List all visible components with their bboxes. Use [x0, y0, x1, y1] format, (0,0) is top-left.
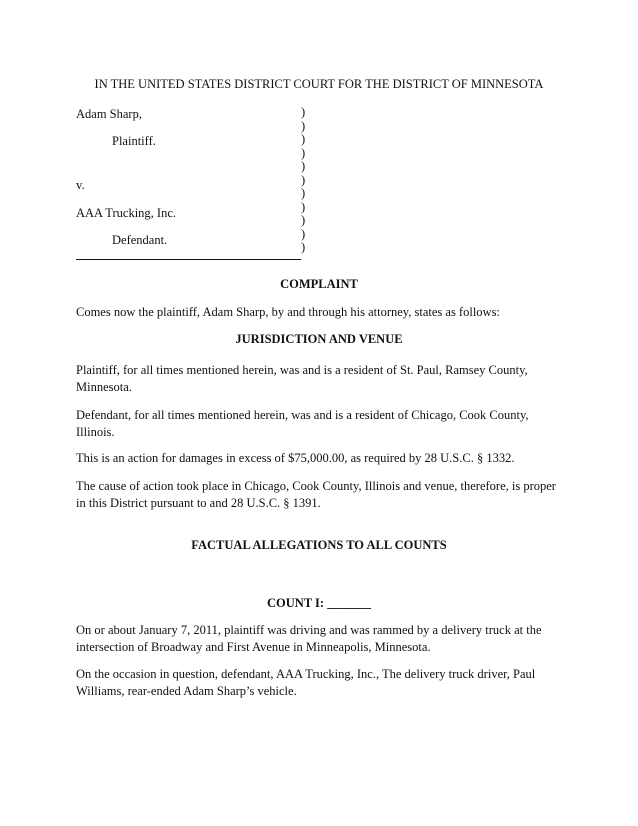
plaintiff-name: Adam Sharp,: [76, 107, 142, 121]
caption-paren: ): [301, 118, 306, 133]
caption-paren: ): [301, 132, 306, 146]
jurisdiction-heading: JURISDICTION AND VENUE: [235, 332, 403, 346]
complaint-heading: COMPLAINT: [280, 277, 358, 291]
caption-rule: [76, 259, 301, 260]
court-title: IN THE UNITED STATES DISTRICT COURT FOR THE DISTRICT OF MINNESOTA: [94, 77, 544, 91]
factual-allegations-heading: FACTUAL ALLEGATIONS TO ALL COUNTS: [191, 538, 447, 552]
versus-label: v.: [76, 178, 85, 192]
caption-paren: ): [301, 226, 306, 241]
caption-paren-column: [301, 106, 311, 255]
caption-paren: ): [301, 240, 306, 254]
intro-paragraph: Comes now the plaintiff, Adam Sharp, by and through his attorney, states as follows:: [76, 305, 500, 319]
caption-paren: ): [301, 145, 306, 160]
caption-paren: ): [301, 213, 306, 227]
caption-paren: ): [301, 172, 306, 187]
caption-paren: ): [301, 105, 306, 119]
incident-paragraph: On or about January 7, 2011, plaintiff was driving and was rammed by a delivery truck at the intersection of Broadway and First Avenue in Minneapolis, Minnesota.: [76, 623, 542, 654]
occasion-paragraph: On the occasion in question, defendant, AAA Trucking, Inc., The delivery truck driver, Paul Williams, rear-ended Adam Sharp’s vehicle.: [76, 667, 536, 698]
defendant-role: Defendant.: [112, 233, 168, 247]
caption-paren: ): [301, 186, 306, 200]
plaintiff-role: Plaintiff.: [112, 134, 156, 148]
defendant-residence-paragraph: Defendant, for all times mentioned herein, was and is a resident of Chicago, Cook County, Illinois.: [76, 408, 529, 439]
caption-paren: ): [301, 199, 306, 214]
defendant-name: AAA Trucking, Inc.: [76, 206, 177, 220]
count-one-heading: COUNT I: _______: [267, 596, 371, 610]
plaintiff-residence-paragraph: Plaintiff, for all times mentioned herein, was and is a resident of St. Paul, Ramsey County, Minnesota.: [76, 363, 528, 394]
venue-paragraph: The cause of action took place in Chicago, Cook County, Illinois and venue, therefore, is proper in this District pursuant to and 28 U.S.C. § 1391.: [76, 479, 556, 510]
damages-paragraph: This is an action for damages in excess of $75,000.00, as required by 28 U.S.C. § 1332.: [76, 451, 515, 465]
caption-paren: ): [301, 159, 306, 173]
